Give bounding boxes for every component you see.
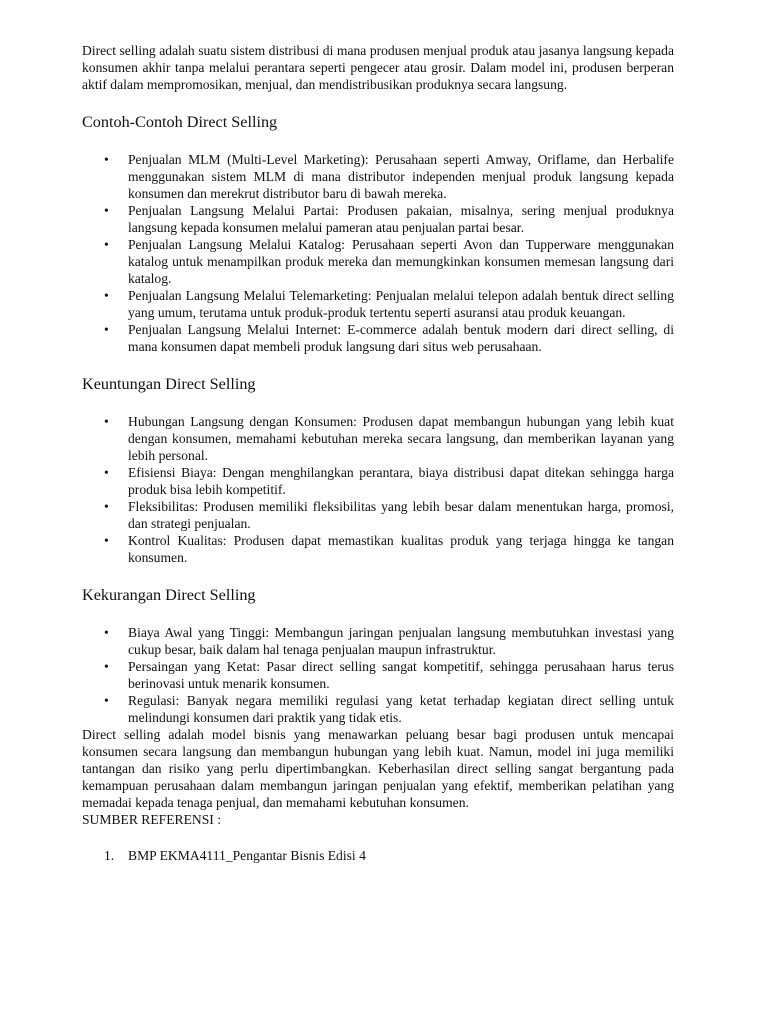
list-item [82,692,674,726]
bullet-icon: • [104,499,109,514]
list-item [82,151,674,202]
keuntungan-list [82,413,674,566]
bullet-icon: • [104,693,109,708]
list-item-text: Penjualan MLM (Multi-Level Marketing): Perusahaan seperti Amway, Oriflame, dan Herbalife menggunakan sistem MLM di mana distributor independen menjual produk langsung kepada konsumen dan merekrut distributor baru di bawah mereka. [128,152,674,201]
list-item [82,321,674,355]
document-page [82,42,674,864]
bullet-icon: • [104,288,109,303]
bullet-icon: • [104,625,109,640]
list-item-text: Hubungan Langsung dengan Konsumen: Produsen dapat membangun hubungan yang lebih kuat dengan konsumen, memahami kebutuhan mereka secara langsung, dan memberikan layanan yang lebih personal. [128,414,674,463]
section-heading-kekurangan: Kekurangan Direct Selling [82,586,256,604]
source-text: BMP EKMA4111_Pengantar Bisnis Edisi 4 [128,848,366,863]
list-item [82,658,674,692]
bullet-icon: • [104,465,109,480]
sources-list [82,847,674,864]
source-item [82,847,674,864]
list-item [82,413,674,464]
list-item [82,532,674,566]
source-number: 1. [104,848,115,863]
kekurangan-list [82,624,674,726]
bullet-icon: • [104,203,109,218]
list-item-text: Biaya Awal yang Tinggi: Membangun jaringan penjualan langsung membutuhkan investasi yang cukup besar, baik dalam hal tenaga penjualan maupun infrastruktur. [128,625,674,657]
sources-title: SUMBER REFERENSI : [82,812,221,827]
section-heading-contoh: Contoh-Contoh Direct Selling [82,113,278,131]
list-item-text: Penjualan Langsung Melalui Katalog: Perusahaan seperti Avon dan Tupperware menggunakan katalog untuk menampilkan produk mereka dan memungkinkan konsumen memesan langsung dari katalog. [128,237,674,286]
bullet-icon: • [104,659,109,674]
list-item-text: Penjualan Langsung Melalui Telemarketing: Penjualan melalui telepon adalah bentuk direct selling yang umum, terutama untuk produk-produk tertentu seperti asuransi atau produk keuangan. [128,288,674,320]
intro-paragraph: Direct selling adalah suatu sistem distribusi di mana produsen menjual produk atau jasanya langsung kepada konsumen akhir tanpa melalui perantara seperti pengecer atau grosir. Dalam model ini, produsen berperan aktif dalam mempromosikan, menjual, dan mendistribusikan produknya secara langsung. [82,43,674,92]
bullet-icon: • [104,237,109,252]
list-item-text: Regulasi: Banyak negara memiliki regulasi yang ketat terhadap kegiatan direct selling untuk melindungi konsumen dari praktik yang tidak etis. [128,693,674,725]
list-item-text: Persaingan yang Ketat: Pasar direct selling sangat kompetitif, sehingga perusahaan harus terus berinovasi untuk menarik konsumen. [128,659,674,691]
list-item [82,236,674,287]
bullet-icon: • [104,414,109,429]
list-item-text: Efisiensi Biaya: Dengan menghilangkan perantara, biaya distribusi dapat ditekan sehingga harga produk bisa lebih kompetitif. [128,465,674,497]
contoh-list [82,151,674,355]
closing-paragraph: Direct selling adalah model bisnis yang menawarkan peluang besar bagi produsen untuk mencapai konsumen secara langsung dan membangun hubungan yang lebih kuat. Namun, model ini juga memiliki tantangan dan risiko yang perlu dipertimbangkan. Keberhasilan direct selling sangat bergantung pada kemampuan perusahaan dalam membangun jaringan penjualan yang efektif, memberikan pelatihan yang memadai kepada tenaga penjual, dan memahami kebutuhan konsumen. [82,727,674,810]
section-heading-keuntungan: Keuntungan Direct Selling [82,375,256,393]
list-item [82,464,674,498]
list-item [82,287,674,321]
bullet-icon: • [104,152,109,167]
list-item [82,498,674,532]
list-item-text: Penjualan Langsung Melalui Partai: Produsen pakaian, misalnya, sering menjual produknya langsung kepada konsumen melalui pameran atau penjualan partai besar. [128,203,674,235]
bullet-icon: • [104,322,109,337]
list-item [82,624,674,658]
list-item [82,202,674,236]
list-item-text: Fleksibilitas: Produsen memiliki fleksibilitas yang lebih besar dalam menentukan harga, promosi, dan strategi penjualan. [128,499,674,531]
bullet-icon: • [104,533,109,548]
list-item-text: Penjualan Langsung Melalui Internet: E-commerce adalah bentuk modern dari direct selling, di mana konsumen dapat membeli produk langsung dari situs web perusahaan. [128,322,674,354]
list-item-text: Kontrol Kualitas: Produsen dapat memastikan kualitas produk yang terjaga hingga ke tangan konsumen. [128,533,674,565]
